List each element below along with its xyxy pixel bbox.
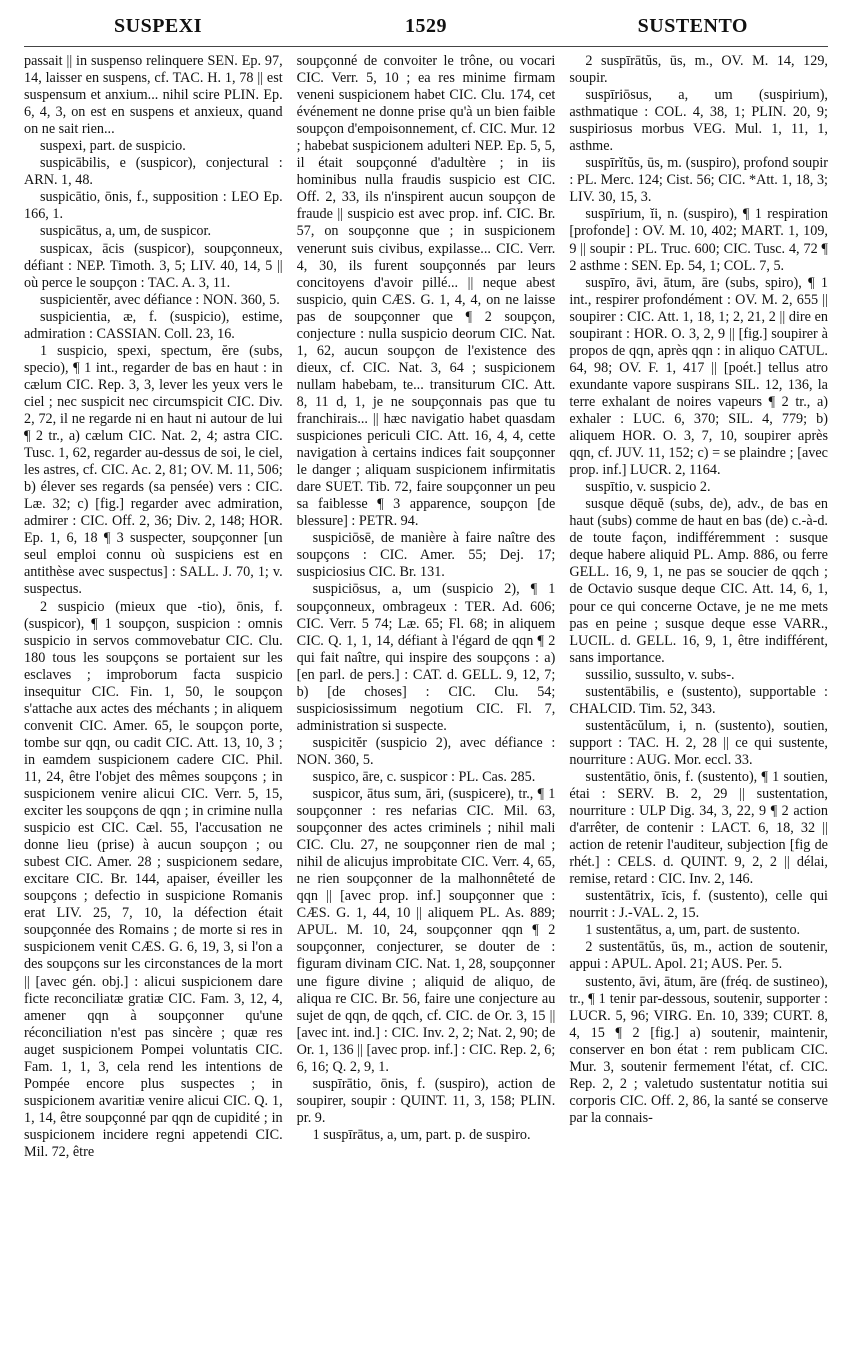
page-header bbox=[24, 6, 828, 47]
dictionary-entry: suspīro, āvi, ātum, āre (subs, spiro), ¶ 1 int., respirer profondément : OV. M. 2, 655 || soupirer : CIC. Att. 1, 18, 1; 2, 21, 2 || dire en soupirant : HOR. O. 3, 2, 9 || [fig.] soupirer à propos de qqn, après qqn : in aliquo CATUL. 64, 98; OV. F. 1, 417 || [poét.] tellus atro exundante vapore suspirans SIL. 12, 136, la terre exhalant de noires vapeurs ¶ 2 tr., a) exhaler : LUC. 6, 370; SIL. 4, 779; b) aliquem HOR. O. 3, 7, 10, soupirer après qqn, cf. JUV. 11, 152; c) = se plaindre ; [avec prop. inf.] LUCR. 2, 1164. bbox=[569, 274, 828, 479]
dictionary-entry: passait || in suspenso relinquere SEN. Ep. 97, 14, laisser en suspens, cf. TAC. H. 1, 78 || est suspensum et anxium... nihil scire PLIN. Ep. 6, 4, 3, on est en suspens et anxieux, quand on ne sait rien... bbox=[24, 53, 283, 138]
dictionary-entry: suspīrĭtŭs, ūs, m. (suspiro), profond soupir : PL. Merc. 124; Cist. 56; CIC. *Att. 1, 18, 3; LIV. 30, 15, 3. bbox=[569, 155, 828, 206]
column-right bbox=[569, 53, 828, 1347]
dictionary-entry: suspicax, ācis (suspicor), soupçonneux, défiant : NEP. Timoth. 3, 5; LIV. 40, 14, 5 || où perce le soupçon : TAC. A. 3, 11. bbox=[24, 240, 283, 291]
dictionary-entry: sustentātrix, īcis, f. (sustento), celle qui nourrit : J.-VAL. 2, 15. bbox=[569, 888, 828, 922]
dictionary-entry: suspiciōsus, a, um (suspicio 2), ¶ 1 soupçonneux, ombrageux : TER. Ad. 606; CIC. Verr. 5 74; Læ. 65; Fl. 68; in aliquem CIC. Q. 1, 1, 14, défiant à l'égard de qqn ¶ 2 qui fait naître, qui inspire des soupçons : a) [en parl. de pers.] : CAT. d. GELL. 9, 12, 7; b) [de choses] : CIC. Clu. 54; suspiciosissimum negotium CIC. Fl. 7, administration si suspecte. bbox=[296, 581, 556, 734]
dictionary-entry: suspicientia, æ, f. (suspicio), estime, admiration : CASSIAN. Coll. 23, 16. bbox=[24, 308, 283, 342]
dictionary-entry: sustentăcŭlum, i, n. (sustento), soutien, support : TAC. H. 2, 28 || ce qui sustente, nourriture : AUG. Mor. eccl. 33. bbox=[569, 717, 828, 768]
dictionary-entry: 2 suspīrātŭs, ūs, m., OV. M. 14, 129, soupir. bbox=[569, 53, 828, 87]
dictionary-entry: 1 suspīrātus, a, um, part. p. de suspiro. bbox=[312, 1126, 531, 1143]
dictionary-entry: suspicitĕr (suspicio 2), avec défiance : NON. 360, 5. bbox=[296, 734, 556, 768]
dictionary-entry: sustentābilis, e (sustento), supportable : CHALCID. Tim. 52, 343. bbox=[569, 683, 828, 717]
dictionary-entry: sustentātio, ōnis, f. (sustento), ¶ 1 soutien, étai : SERV. B. 2, 29 || sustentation, nourriture : ULP Dig. 34, 3, 22, 9 ¶ 2 action d'arrêter, de contenir : LACT. 6, 18, 32 || action de retenir l'auditeur, subjection [fig de rhét.] : CELS. d. QUINT. 9, 2, 2 || délai, remise, retard : CIC. Inv. 2, 146. bbox=[569, 768, 828, 888]
dictionary-entry: 1 suspicio, spexi, spectum, ĕre (subs, specio), ¶ 1 int., regarder de bas en haut : in cælum CIC. Rep. 3, 3, lever les yeux vers le ciel ; nec suspicit nec circumspicit CIC. Div. 2, 72, il ne regarde ni en haut ni autour de lui ¶ 2 tr., a) cælum CIC. Nat. 2, 4; astra CIC. Tusc. 1, 62, regarder au-dessus de soi, le ciel, les astres, cf. CIC. Ac. 2, 81; OV. M. 11, 506; b) élever ses regards (sa pensée) vers : CIC. Læ. 32; c) [fig.] regarder avec admiration, admirer : CIC. Off. 2, 36; Div. 2, 148; HOR. Ep. 1, 6, 18 ¶ 3 suspecter, soupçonner [un seul emploi connu où suspiciens est en antithèse avec suspectus] : SALL. J. 70, 1; v. suspectus. bbox=[24, 342, 283, 598]
dictionary-entry: suspīrātio, ōnis, f. (suspiro), action de soupirer, soupir : QUINT. 11, 3, 158; PLIN. pr. 9. bbox=[296, 1075, 556, 1126]
dictionary-entry: sustento, āvi, ātum, āre (fréq. de sustineo), tr., ¶ 1 tenir par-dessous, soutenir, supporter : LUCR. 5, 96; VIRG. En. 10, 339; CURT. 8, 4, 15 ¶ 2 [fig.] a) soutenir, maintenir, conserver en bon état : rem publicam CIC. Mur. 3, soutenir fermement l'état, cf. CIC. Rep. 2, 2 ; valetudo sustentatur notitia sui corporis CIC. Off. 2, 86, la santé se conserve par la connais- bbox=[569, 973, 828, 1126]
dictionary-entry: suspītio, v. suspicio 2. bbox=[585, 479, 711, 496]
column-middle bbox=[297, 53, 556, 1347]
dictionary-entry: suspicātio, ōnis, f., supposition : LEO Ep. 166, 1. bbox=[24, 189, 283, 223]
dictionary-entry: suspicor, ātus sum, āri, (suspicere), tr., ¶ 1 soupçonner : res nefarias CIC. Mil. 63, soupçonner des actes criminels ; nihil mali CIC. Clu. 27, ne soupçonner rien de mal ; nihil de alicujus improbitate CIC. Verr. 4, 65, ne rien soupçonner de la malhonnêteté de qqn || [avec prop. inf.] soupçonner que : CÆS. G. 1, 44, 10 || aliquem PL. As. 889; APUL. M. 10, 24, soupçonner qqn ¶ 2 soupçonner, conjecturer, se douter de : figuram divinam CIC. Nat. 1, 28, soupçonner une figure divine ; aliquid de aliquo, de aliqua re CIC. Br. 56, faire une conjecture au sujet de qqn, de qqch, cf. CIC. de Or. 3, 15 || [avec int. ind.] : CIC. Inv. 2, 2; Nat. 2, 90; de Or. 1, 136 || [avec prop. inf.] : CIC. Rep. 2, 6; 6, 16; Q. 2, 9, 1. bbox=[296, 786, 556, 1075]
text-columns bbox=[24, 53, 828, 1347]
dictionary-entry: suspiciōsē, de manière à faire naître des soupçons : CIC. Amer. 55; Dej. 17; suspiciosius CIC. Br. 131. bbox=[296, 530, 556, 581]
column-left bbox=[24, 53, 283, 1347]
dictionary-entry: 2 suspicio (mieux que -tio), ōnis, f. (suspicor), ¶ 1 soupçon, suspicion : omnis suspicio in servos commovebatur CIC. Clu. 180 tous les soupçons se portaient sur les esclaves ; improborum facta suspicio insequitur CIC. Fin. 1, 50, le soupçon s'attache aux actes des méchants ; in aliquem convenit CIC. Amer. 65, le soupçon porte, tombe sur qqn, ou cadit CIC. Att. 13, 10, 3 ; in eamdem suspicionem cadere CIC. Phil. 11, 24, être l'objet des mêmes soupçons ; in suspicionem venire alicui CIC. Verr. 5, 15, exciter les soupçons de qqn ; in crimine nulla suspicio est CIC. Cæl. 55, l'accusation ne donne lieu (prise) à aucun soupçon ; ou subest CIC. Amer. 28 ; suspicionem sedare, excitare CIC. Br. 144, apaiser, éveiller les soupçons ; defectio in suspicione Romanis erat LIV. 25, 7, 10, la défection était soupçonnée des Romains ; de morte si res in suspicionem venit CÆS. G. 6, 19, 3, si l'on a des soupçons sur les circonstances de la mort || [avec gén. obj.] : alicui suspicionem dare ficte reconciliatæ gratiæ CIC. Fam. 3, 12, 4, amener qqn à soupçonner qu'une réconciliation n'est pas sincère ; quæ res auget suspicionem Pompei voluntatis CIC. Fam. 1, 1, 3, cela rend les intentions de Pompée encore plus suspectes ; in suspicionem avaritiæ venire alicui CIC. Q. 1, 1, 14, être soupçonné par qqn de cupidité ; in suspicionem incidere regni appetendi CIC. Mil. 72, être bbox=[24, 598, 283, 1160]
header-first-headword: SUSPEXI bbox=[114, 14, 202, 37]
header-last-headword: SUSTENTO bbox=[637, 14, 748, 37]
dictionary-entry: suspicātus, a, um, de suspicor. bbox=[40, 223, 212, 240]
dictionary-entry: 2 sustentātŭs, ūs, m., action de soutenir, appui : APUL. Apol. 21; AUS. Per. 5. bbox=[569, 939, 828, 973]
dictionary-entry: susque dēquĕ (subs, de), adv., de bas en haut (subs) comme de haut en bas (de) c.-à-d. de toute façon, indifféremment : susque deque habere aliquid PL. Amp. 886, ou ferre GELL. 16, 9, 1, ne pas se soucier de qqch ; de Octavio susque deque CIC. Att. 14, 6, 1, pour ce qui concerne Octave, je ne me mets pas en peine ; susque deque esse VARR., LUCIL. d. GELL. 16, 9, 1, être indifférent, sans importance. bbox=[569, 496, 828, 666]
dictionary-entry: suspīriōsus, a, um (suspirium), asthmatique : COL. 4, 38, 1; PLIN. 20, 9; suspiriosus morbus VEG. Mul. 1, 11, 1, asthme. bbox=[569, 87, 828, 155]
dictionary-entry: 1 sustentātus, a, um, part. de sustento. bbox=[585, 922, 801, 939]
dictionary-entry: suspicientĕr, avec défiance : NON. 360, 5. bbox=[40, 291, 280, 308]
dictionary-entry: suspico, āre, c. suspicor : PL. Cas. 285. bbox=[312, 768, 536, 785]
dictionary-entry: sussilio, sussulto, v. subs-. bbox=[585, 666, 735, 683]
dictionary-entry: suspīrium, ĭi, n. (suspiro), ¶ 1 respiration [profonde] : OV. M. 10, 402; MART. 1, 109, 9 || soupir : PL. Truc. 600; CIC. Tusc. 4, 72 ¶ 2 asthme : SEN. Ep. 54, 1; COL. 7, 5. bbox=[569, 206, 828, 274]
dictionary-entry: suspicābilis, e (suspicor), conjectural : ARN. 1, 48. bbox=[24, 155, 283, 189]
dictionary-entry: suspexi, part. de suspicio. bbox=[40, 138, 186, 155]
page-number: 1529 bbox=[405, 14, 447, 37]
dictionary-entry: soupçonné de convoiter le trône, ou vocari CIC. Verr. 5, 10 ; ea res minime firmam veneni suspicionem habet CIC. Clu. 174, cet événement ne donne prise qu'à un bien faible soupçon d'empoisonnement, cf. CIC. Mur. 12 ; habebat suspicionem adulteri NEP. Ep. 5, 5, il était soupçonné d'adultère ; in iis hominibus nulla fraudis suspicio est CIC. Off. 2, 33, ils n'inspirent aucun soupçon de fraude || suspicio est avec prop. inf. CIC. Br. 57, on soupçonne que ; in suspicionem venerunt suis civibus, expilasse... CIC. Verr. 4, 30, ils furent soupçonnés par leurs concitoyens d'avoir pillé... || neque abest suspicio, quin CÆS. G. 1, 4, 4, on ne laisse pas de soupçonner que ¶ 2 soupçon, conjecture : nulla suspicio deorum CIC. Nat. 1, 62, aucun soupçon de l'existence des dieux, cf. CIC. Nat. 3, 64 ; suspicionem nullam habebam, te... transiturum CIC. Att. 8, 11 d, 1, je ne soupçonnais pas que tu franchirais... || hæc navigatio habet quasdam suspiciones periculi CIC. Att. 16, 4, 4, cette navigation à certains indices fait soupçonner le danger ; aliquam suspicionem infirmitatis dare SUET. Tib. 72, faire soupçonner un peu sa faiblesse ¶ 3 apparence, soupçon [de blessure] : PETR. 94. bbox=[296, 53, 556, 530]
